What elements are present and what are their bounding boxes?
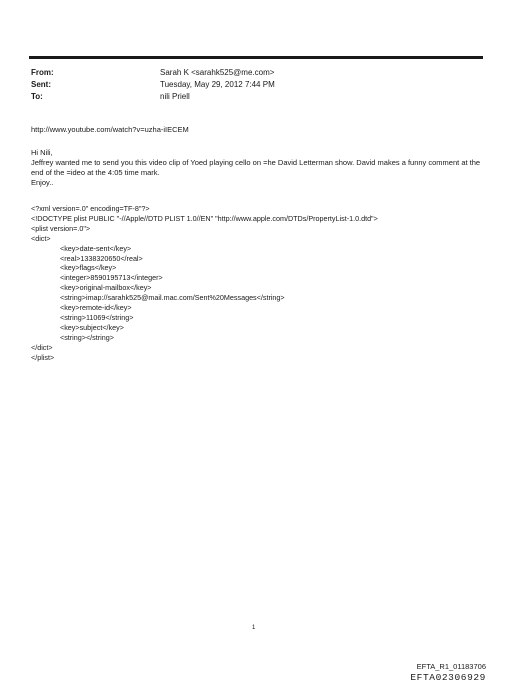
to-value: nili Priell [160,92,190,101]
page-number: 1 [252,625,256,631]
sent-label: Sent: [31,80,51,89]
plist-inner-line: <key>original-mailbox</key> [60,283,152,293]
plist-line: <?xml version=.0" encoding=TF-8"?> [31,204,150,213]
plist-block [31,204,378,363]
video-url: http://www.youtube.com/watch?v=uzha-iIECEM [31,125,189,134]
plist-inner-line: <key>remote-id</key> [60,303,132,313]
to-label: To: [31,92,43,101]
plist-line: <!DOCTYPE plist PUBLIC "-//Apple//DTD PLIST 1.0//EN" "http://www.apple.com/DTDs/PropertyList-1.0.dtd"> [31,213,378,223]
plist-line: <dict> [31,233,51,243]
plist-line: <plist version=.0"> [31,223,91,233]
plist-inner-line: <integer>8590195713</integer> [60,273,163,283]
plist-line: </dict> [31,342,53,352]
from-label: From: [31,68,54,77]
bates-stamp-primary: EFTA_R1_01183706 [416,662,486,671]
plist-inner-line: <key>date-sent</key> [60,243,132,253]
from-value: Sarah K <sarahk525@me.com> [160,68,275,77]
sent-value: Tuesday, May 29, 2012 7:44 PM [160,80,275,89]
message-text: Jeffrey wanted me to send you this video clip of Yoed playing cello on =he David Letterman show. David makes a funny comment at the end of the =ideo at the 4:05 time mark. [31,158,481,177]
plist-inner-line: <string>11069</string> [60,312,134,322]
plist-inner-line: <key>subject</key> [60,322,124,332]
header-rule [29,56,483,59]
bates-stamp-secondary: EFTA02306929 [410,672,486,683]
plist-inner-line: <key>flags</key> [60,263,117,273]
message-body [31,148,486,188]
plist-inner-line: <string></string> [60,332,114,342]
plist-inner-line: <string>imap://sarahk525@mail.mac.com/Sent%20Messages</string> [60,293,285,303]
signoff: Enjoy.. [31,178,54,187]
plist-inner-line: <real>1338320650</real> [60,253,143,263]
plist-line: </plist> [31,352,55,362]
greeting: Hi Nili, [31,148,53,157]
